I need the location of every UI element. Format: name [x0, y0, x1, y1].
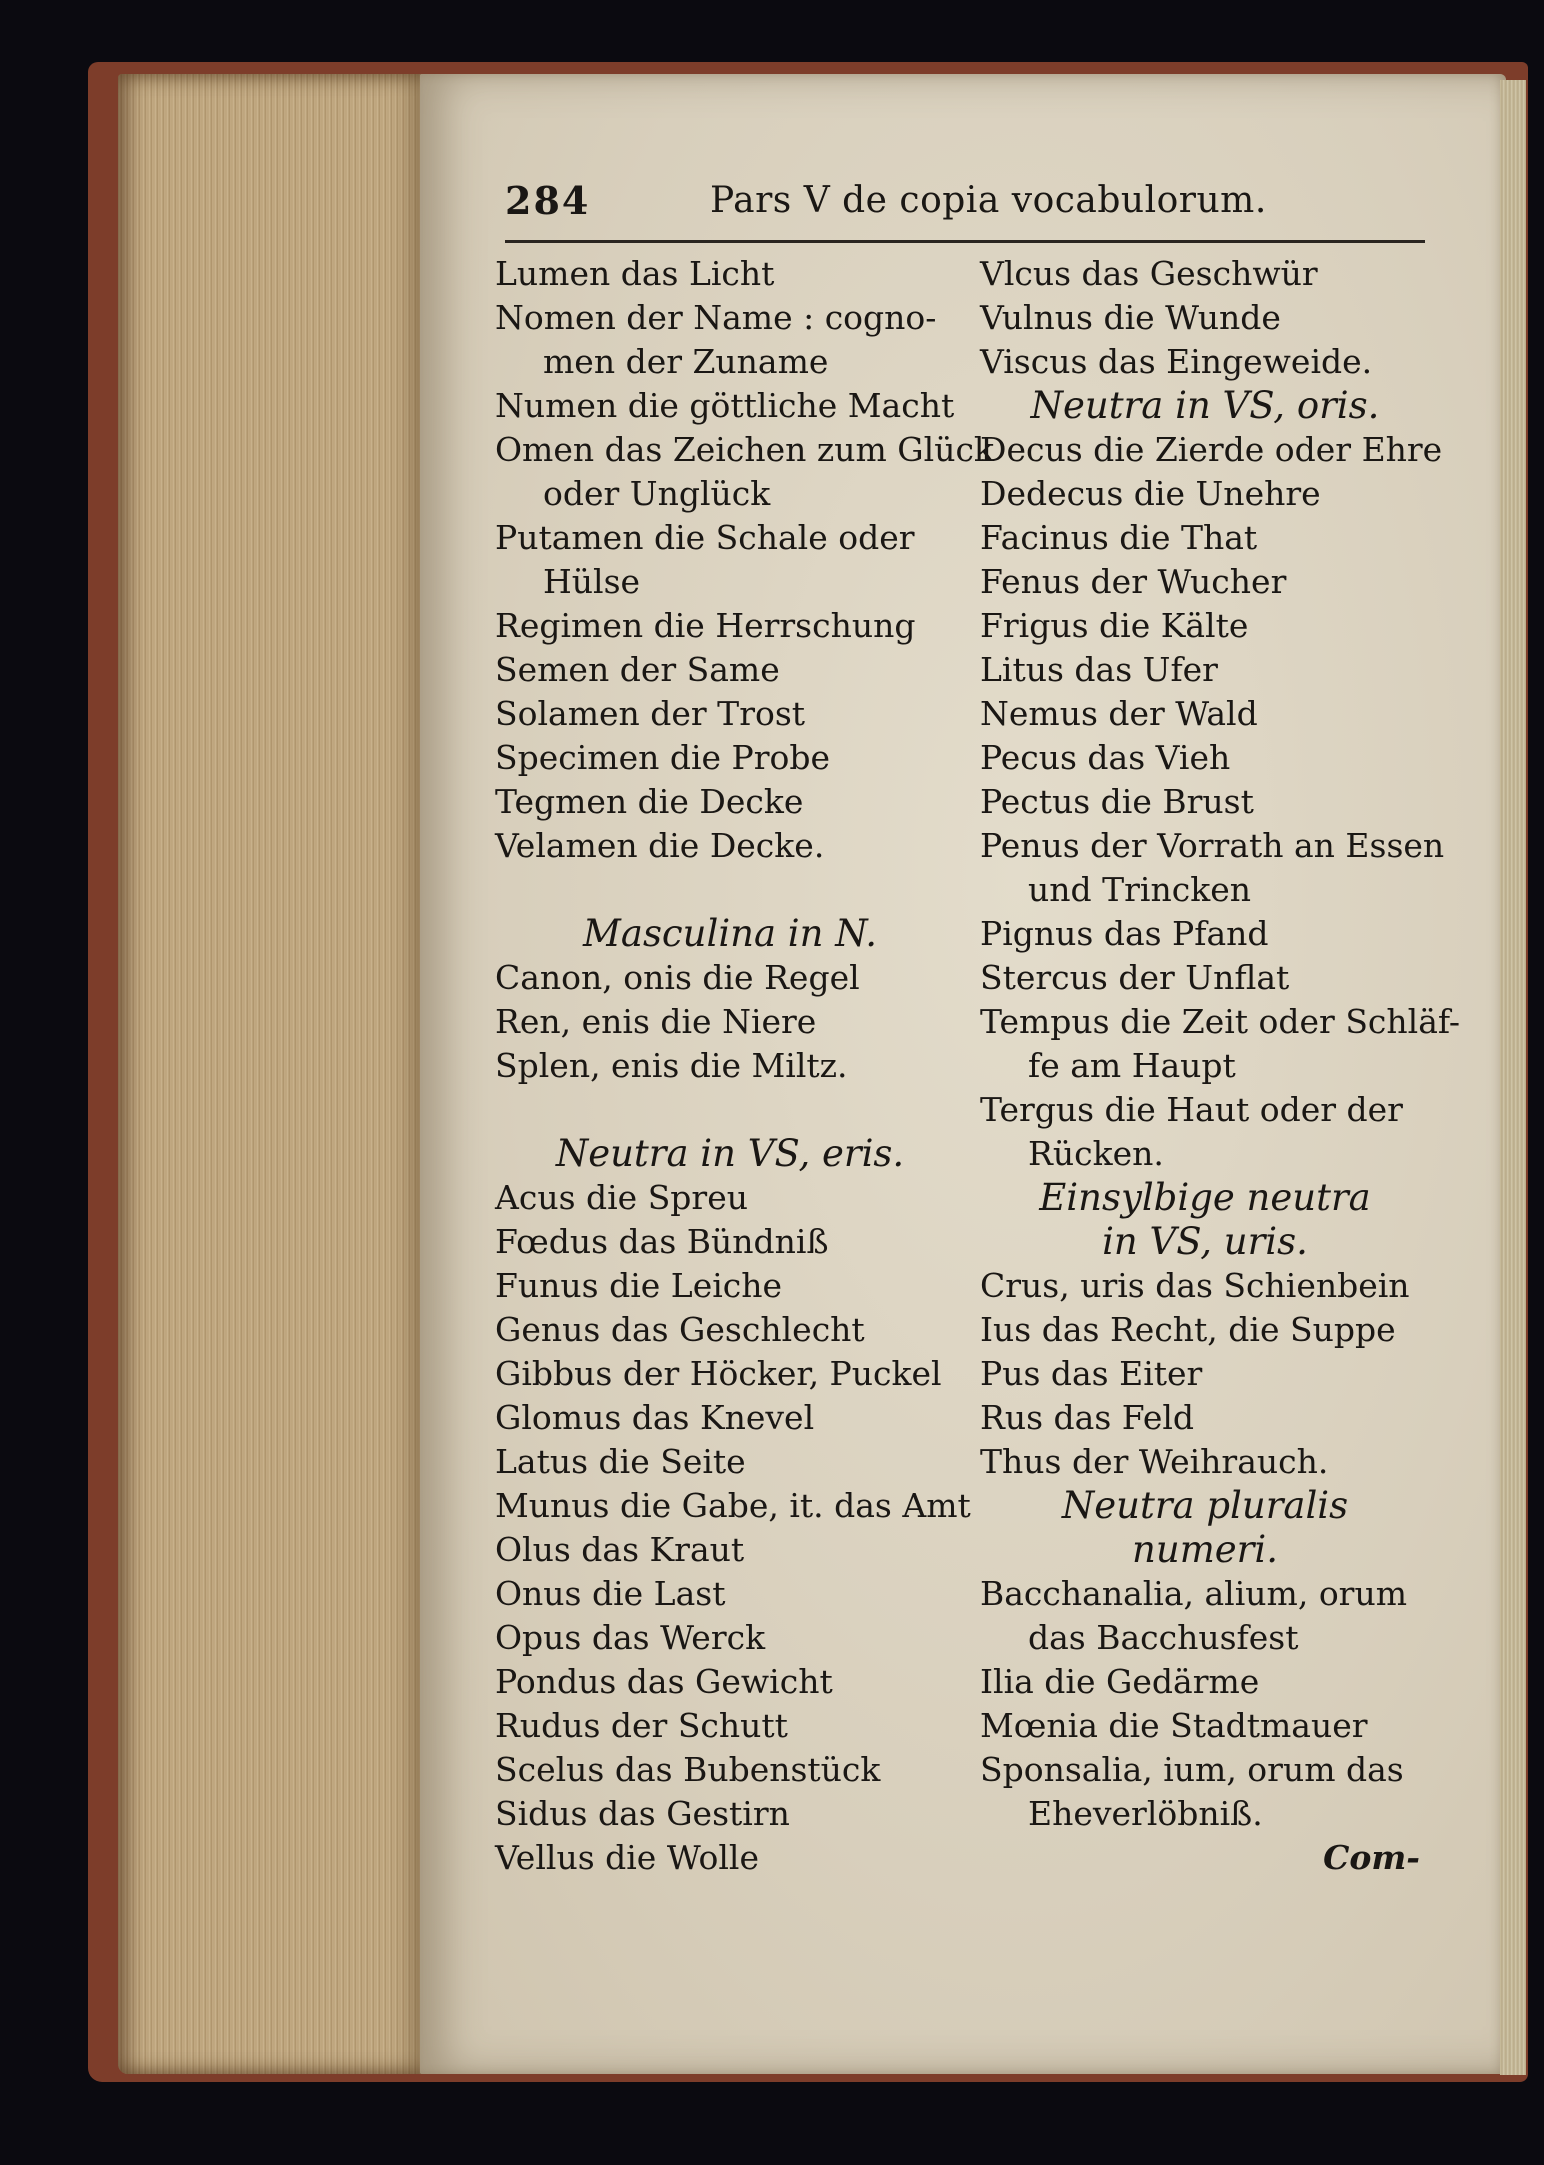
vocabulary-entry: Pecus das Vieh: [980, 738, 1231, 777]
vocabulary-entry: Eheverlöbniß.: [1028, 1794, 1263, 1833]
header-rule: [505, 240, 1425, 243]
vocabulary-entry: Rücken.: [1028, 1134, 1164, 1173]
section-heading: numeri.: [1132, 1528, 1278, 1571]
vocabulary-entry: Pectus die Brust: [980, 782, 1254, 821]
vocabulary-entry: Glomus das Knevel: [495, 1398, 815, 1437]
vocabulary-entry: Solamen der Trost: [495, 694, 806, 733]
section-heading: Neutra in VS, eris.: [555, 1132, 905, 1175]
vocabulary-entry: Tegmen die Decke: [495, 782, 804, 821]
vocabulary-entry: Nemus der Wald: [980, 694, 1258, 733]
vocabulary-entry: Dedecus die Unehre: [980, 474, 1321, 513]
vocabulary-entry: Velamen die Decke.: [495, 826, 825, 865]
vocabulary-entry: Stercus der Unflat: [980, 958, 1290, 997]
vocabulary-entry: Funus die Leiche: [495, 1266, 783, 1305]
section-heading: Neutra pluralis: [1061, 1484, 1349, 1527]
vocabulary-entry: Regimen die Herrschung: [495, 606, 916, 645]
vocabulary-entry: Vlcus das Geschwür: [980, 254, 1318, 293]
vocabulary-entry: Specimen die Probe: [495, 738, 831, 777]
vocabulary-entry: oder Unglück: [543, 474, 771, 513]
vocabulary-entry: Putamen die Schale oder: [495, 518, 915, 557]
vocabulary-entry: Semen der Same: [495, 650, 780, 689]
vocabulary-entry: Vellus die Wolle: [495, 1838, 759, 1877]
vocabulary-entry: Rudus der Schutt: [495, 1706, 788, 1745]
page-number: 284: [505, 178, 591, 223]
running-title: Pars V de copia vocabulorum.: [710, 180, 1267, 221]
left-column: [495, 252, 994, 1880]
section-heading: Masculina in N.: [583, 912, 877, 955]
vocabulary-entry: Opus das Werck: [495, 1618, 766, 1657]
vocabulary-entry: Tergus die Haut oder der: [980, 1090, 1403, 1129]
section-gap: [495, 1088, 965, 1132]
vocabulary-entry: Numen die göttliche Macht: [495, 386, 955, 425]
right-column: [980, 252, 1461, 1880]
vocabulary-entry: Facinus die That: [980, 518, 1258, 557]
vocabulary-entry: Hülse: [543, 562, 641, 601]
vocabulary-entry: und Trincken: [1028, 870, 1251, 909]
vocabulary-entry: Pondus das Gewicht: [495, 1662, 833, 1701]
vocabulary-entry: Vulnus die Wunde: [980, 298, 1281, 337]
vocabulary-entry: Thus der Weihrauch.: [980, 1442, 1329, 1481]
vocabulary-entry: Olus das Kraut: [495, 1530, 745, 1569]
vocabulary-entry: Onus die Last: [495, 1574, 726, 1613]
page-header: [505, 178, 1425, 234]
vocabulary-entry: Fenus der Wucher: [980, 562, 1287, 601]
vocabulary-entry: Lumen das Licht: [495, 254, 775, 293]
section-heading: Neutra in VS, oris.: [1030, 384, 1380, 427]
catchword: Com-: [1323, 1838, 1420, 1877]
vocabulary-entry: Rus das Feld: [980, 1398, 1195, 1437]
vocabulary-entry: Ren, enis die Niere: [495, 1002, 817, 1041]
vocabulary-entry: Sidus das Gestirn: [495, 1794, 790, 1833]
vocabulary-entry: Penus der Vorrath an Essen: [980, 826, 1445, 865]
vocabulary-entry: Canon, onis die Regel: [495, 958, 860, 997]
vocabulary-entry: Pignus das Pfand: [980, 914, 1269, 953]
vocabulary-entry: das Bacchusfest: [1028, 1618, 1299, 1657]
vocabulary-entry: Gibbus der Höcker, Puckel: [495, 1354, 942, 1393]
page-edges: [118, 74, 428, 2074]
vocabulary-entry: fe am Haupt: [1028, 1046, 1236, 1085]
vocabulary-entry: Mœnia die Stadtmauer: [980, 1706, 1368, 1745]
vocabulary-entry: Fœdus das Bündniß: [495, 1222, 829, 1261]
section-gap: [495, 868, 965, 912]
vocabulary-entry: Bacchanalia, alium, orum: [980, 1574, 1408, 1613]
vocabulary-entry: Acus die Spreu: [495, 1178, 748, 1217]
vocabulary-entry: Viscus das Eingeweide.: [980, 342, 1373, 381]
section-heading: Einsylbige neutra: [1039, 1176, 1371, 1219]
right-page-edge: [1500, 80, 1526, 2075]
vocabulary-entry: Pus das Eiter: [980, 1354, 1203, 1393]
vocabulary-entry: Frigus die Kälte: [980, 606, 1249, 645]
vocabulary-entry: Sponsalia, ium, orum das: [980, 1750, 1404, 1789]
vocabulary-entry: Ius das Recht, die Suppe: [980, 1310, 1396, 1349]
vocabulary-entry: Litus das Ufer: [980, 650, 1218, 689]
vocabulary-entry: men der Zuname: [543, 342, 829, 381]
vocabulary-entry: Crus, uris das Schienbein: [980, 1266, 1410, 1305]
vocabulary-entry: Splen, enis die Miltz.: [495, 1046, 848, 1085]
vocabulary-entry: Tempus die Zeit oder Schläf-: [980, 1002, 1461, 1041]
vocabulary-entry: Ilia die Gedärme: [980, 1662, 1260, 1701]
vocabulary-entry: Scelus das Bubenstück: [495, 1750, 881, 1789]
section-heading: in VS, uris.: [1102, 1220, 1308, 1263]
vocabulary-entry: Genus das Geschlecht: [495, 1310, 865, 1349]
vocabulary-entry: Nomen der Name : cogno-: [495, 298, 937, 337]
vocabulary-entry: Latus die Seite: [495, 1442, 746, 1481]
vocabulary-entry: Decus die Zierde oder Ehre: [980, 430, 1443, 469]
vocabulary-entry: Munus die Gabe, it. das Amt: [495, 1486, 971, 1525]
vocabulary-entry: Omen das Zeichen zum Glück: [495, 430, 994, 469]
